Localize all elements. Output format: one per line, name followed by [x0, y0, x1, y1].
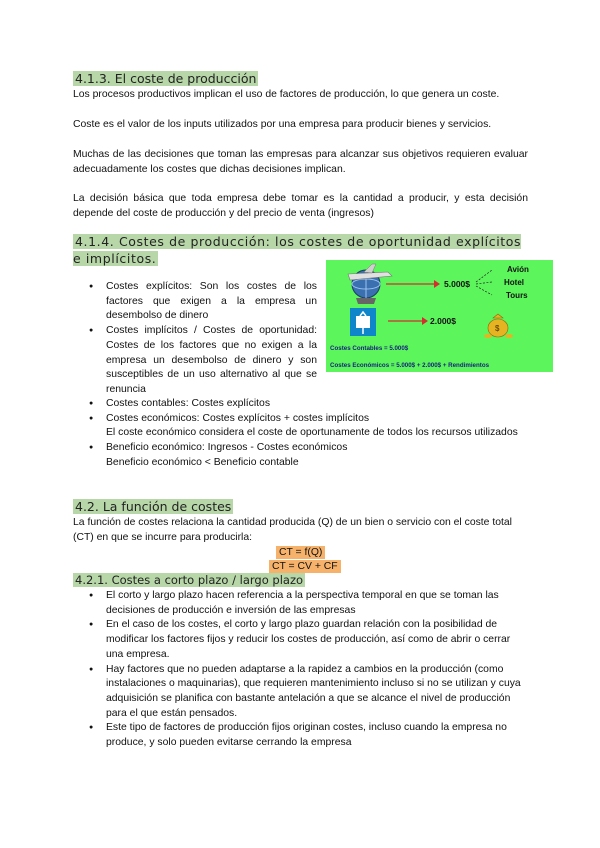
short-long-term-list: [89, 589, 521, 751]
list-item: ● Beneficio económico: Ingresos - Costes económicos Beneficio económico < Beneficio contable: [89, 441, 529, 470]
branch-line-1: [476, 270, 492, 282]
option-avion: Avión: [507, 265, 529, 274]
formula-ct-cv-cf: CT = CV + CF: [269, 560, 341, 573]
amount-5000: 5.000$: [444, 279, 470, 289]
opportunity-cost-figure: [326, 260, 553, 372]
work-icon: [350, 308, 376, 336]
branch-line-2: [476, 282, 492, 284]
list-item: ● En el caso de los costes, el corto y largo plazo guardan relación con la posibilidad de modificar los factores fijos y reducir los costes de producción, así como de abrir o cerrar una empresa.: [89, 618, 521, 662]
money-bag-icon: [484, 314, 513, 338]
arrow-1-head: [434, 280, 440, 288]
list-item: ● El corto y largo plazo hacen referencia a la perspectiva temporal en que se toman las decisiones de producción e inversión de las empresas: [89, 589, 521, 618]
list-item: ● Este tipo de factores de producción fijos originan costes, incluso cuando la empresa no produce, y solo pueden evitarse cerrando la empresa: [89, 721, 521, 750]
list-item: ● Costes explícitos: Son los costes de los factores que exigen a la empresa un desembolso de dinero: [89, 280, 317, 324]
figure-graphic: [326, 260, 553, 372]
arrow-2-head: [422, 317, 428, 325]
list-item: ● Hay factores que no pueden adaptarse a la rapidez a cambios en la producción (como instalaciones o maquinarias), que requieren mantenimiento incluso si no se utilizan y cuya adquisición se planifica con bastante antelación a que se alcance el nivel de producción para el que están pensados.: [89, 663, 521, 722]
branch-line-3: [476, 286, 492, 295]
heading-4-1-4: 4.1.4. Costes de producción: los costes de oportunidad explícitos e implícitos.: [73, 234, 522, 266]
list-item: ● Costes económicos: Costes explícitos + costes implícitos El coste económico considera el coste de oportunamente de todos los recursos utilizados: [89, 412, 529, 441]
heading-4-1-3: 4.1.3. El coste de producción: [75, 71, 257, 86]
cost-types-list-continued: [89, 397, 529, 471]
option-hotel: Hotel: [504, 278, 524, 287]
heading-4-2-1: 4.2.1. Costes a corto plazo / largo plazo: [75, 573, 304, 587]
costes-contables-text: Costes Contables = 5.000$: [330, 345, 409, 352]
costes-economicos-text: Costes Económicos = 5.000$ + 2.000$ + Rendimientos: [330, 362, 490, 369]
paragraph-decisions: Muchas de las decisiones que toman las empresas para alcanzar sus objetivos requieren evaluar adecuadamente los costes que dichas decisiones implican.: [73, 149, 528, 175]
paragraph-cost-definition: Coste es el valor de los inputs utilizados por una empresa para producir bienes y servicios.: [73, 119, 492, 130]
paragraph-production-processes: Los procesos productivos implican el uso de factores de producción, lo que genera un coste.: [73, 89, 500, 100]
cost-types-list: [89, 280, 317, 398]
paragraph-cost-function: La función de costes relaciona la cantidad producida (Q) de un bien o servicio con el coste total (CT) en que se incurre para producirla:: [73, 517, 512, 543]
paragraph-basic-decision: La decisión básica que toda empresa debe tomar es la cantidad a producir, y esta decisión depende del coste de producción y del precio de venta (ingresos): [73, 193, 528, 219]
svg-text:$: $: [495, 324, 500, 333]
list-item: ● Costes contables: Costes explícitos: [89, 397, 529, 412]
heading-4-2: 4.2. La función de costes: [75, 499, 232, 514]
list-item: ● Costes implícitos / Costes de oportunidad: Costes de los factores que no exigen a la empresa un desembolso de dinero y son susceptibles de un uso alternativo al que se renuncia: [89, 324, 317, 398]
amount-2000: 2.000$: [430, 316, 456, 326]
formula-ct-fq: CT = f(Q): [276, 546, 325, 559]
option-tours: Tours: [506, 291, 528, 300]
globe-plane-icon: [348, 264, 392, 304]
